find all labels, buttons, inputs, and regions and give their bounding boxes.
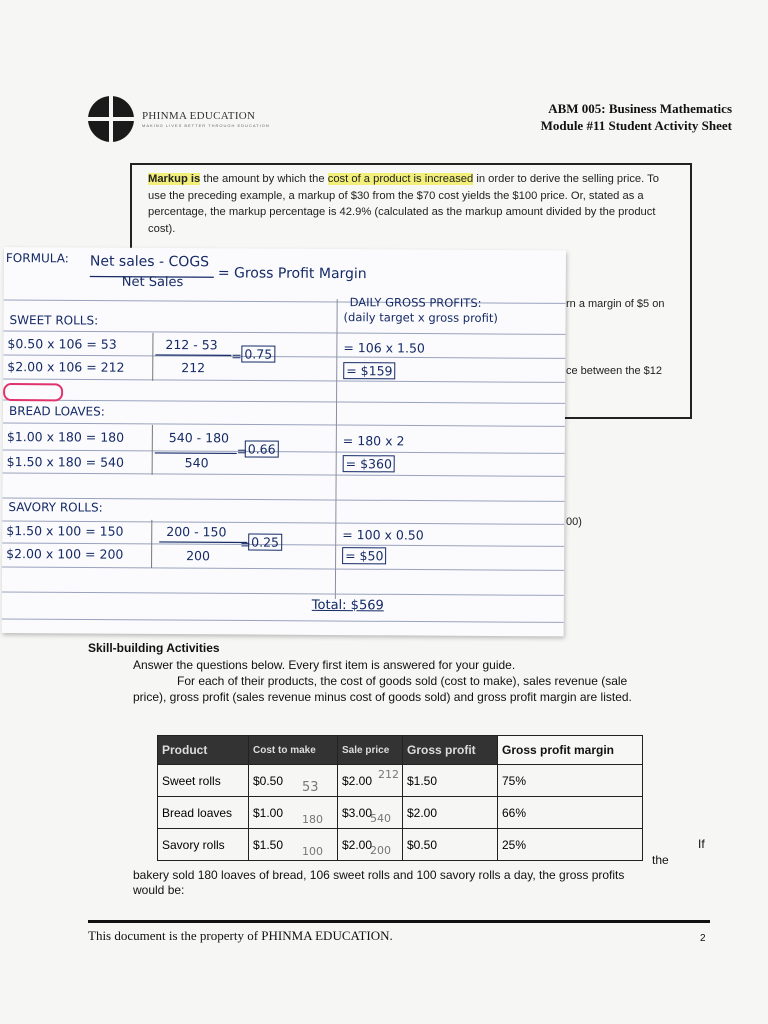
pencil-note: 200 — [370, 844, 391, 857]
formula-label: FORMULA: — [5, 251, 69, 266]
instructions-line-1: Answer the questions below. Every first item is answered for your guide. — [133, 658, 516, 672]
header-gross-profit: Gross profit — [403, 736, 498, 765]
bread-margin-num: 540 - 180 — [168, 430, 230, 446]
pencil-note: 540 — [370, 812, 391, 825]
total-profit: Total: $569 — [311, 597, 384, 614]
savory-profit-result: = $50 — [342, 547, 386, 564]
pencil-note: 180 — [302, 813, 323, 826]
savory-rolls-label: SAVORY ROLLS: — [8, 500, 103, 515]
header-product: Product — [158, 736, 249, 765]
bread-margin-result: 0.66 — [245, 440, 279, 457]
box-peek-text-2: ce between the $12 — [566, 365, 663, 377]
savory-sale-calc: $2.00 x 100 = 200 — [6, 546, 124, 562]
box-peek-text-3: 00) — [566, 516, 582, 528]
module-title: Module #11 Student Activity Sheet — [540, 118, 732, 133]
sweet-margin-den: 212 — [181, 360, 206, 376]
formula-result: = Gross Profit Margin — [217, 265, 367, 283]
savory-profit-calc: = 100 x 0.50 — [342, 527, 424, 543]
handwritten-notes-paper: FORMULA: Net sales - COGS Net Sales = Gross Profit Margin DAILY GROSS PROFITS: (daily target x gross profit) SWEET ROLLS: $0.50 x 106 = 53 $2.00 x 106 = 212 212 - 53 212 = 0.75 = 106 x 1.50 = $159 BREAD LOAVES: $1.00 x 180 = 180 $1.50 x 180 = 540 540 - 180 540 = 0.66 = 180 x 2 = $360 SAVORY ROLLS: $1.50 x 100 = 150 $2.00 x 100 = 200 200 - 150 200 = 0.25 = 100 x 0.50 = $50 Total: $569 — [2, 247, 566, 636]
table-row: Sweet rolls $0.50 $2.00 $1.50 75% — [158, 765, 643, 797]
question-line-1: bakery sold 180 loaves of bread, 106 sweet rolls and 100 savory rolls a day, the gross profits — [133, 868, 625, 882]
formula-denominator: Net Sales — [121, 274, 184, 291]
instructions-line-2: For each of their products, the cost of goods sold (cost to make), sales revenue (sale — [177, 674, 628, 688]
pencil-note: 53 — [302, 780, 319, 795]
daily-gross-formula: (daily target x gross profit) — [343, 310, 498, 326]
footer-rule — [88, 920, 710, 923]
formula-numerator: Net sales - COGS — [89, 253, 210, 271]
logo-text: PHINMA EDUCATION — [142, 110, 256, 122]
sweet-cost-calc: $0.50 x 106 = 53 — [7, 336, 117, 352]
savory-cost-calc: $1.50 x 100 = 150 — [6, 523, 124, 539]
sweet-profit-result: = $159 — [343, 362, 395, 379]
sweet-rolls-label: SWEET ROLLS: — [9, 313, 99, 328]
paper-clip-icon — [3, 383, 63, 401]
phinma-logo-icon — [88, 96, 134, 142]
gross-profit-table — [157, 735, 643, 861]
skill-building-title: Skill-building Activities — [88, 641, 220, 655]
sweet-profit-calc: = 106 x 1.50 — [343, 340, 425, 356]
footer-text: This document is the property of PHINMA EDUCATION. — [88, 928, 393, 943]
markup-highlight: cost of a product is increased — [327, 173, 474, 185]
table-row: Savory rolls $1.50 $2.00 $0.50 25% — [158, 829, 643, 861]
savory-margin-result: 0.25 — [248, 533, 282, 550]
header-sale: Sale price — [338, 736, 403, 765]
course-title: ABM 005: Business Mathematics — [548, 101, 732, 116]
sweet-margin-result: 0.75 — [241, 345, 275, 362]
instructions-line-3: price), gross profit (sales revenue minus cost of goods sold) and gross profit margin are listed. — [133, 690, 632, 704]
page-number: 2 — [700, 933, 706, 944]
question-text-the: the — [652, 853, 669, 867]
bread-margin-den: 540 — [184, 455, 209, 471]
savory-margin-num: 200 - 150 — [166, 523, 227, 540]
header-cost: Cost to make — [249, 736, 338, 765]
header-margin: Gross profit margin — [498, 736, 643, 765]
box-peek-text-1: rn a margin of $5 on — [566, 298, 665, 310]
logo-subtext: MAKING LIVES BETTER THROUGH EDUCATION — [142, 123, 270, 128]
table-row: Bread loaves $1.00 $3.00 $2.00 66% — [158, 797, 643, 829]
bread-profit-calc: = 180 x 2 — [342, 433, 405, 449]
question-text-if: If — [698, 837, 705, 851]
markup-term: Markup is — [148, 173, 201, 185]
bread-cost-calc: $1.00 x 180 = 180 — [6, 429, 125, 445]
sweet-margin-num: 212 - 53 — [165, 336, 218, 353]
course-header — [541, 100, 732, 134]
savory-margin-den: 200 — [186, 548, 211, 564]
pencil-note: 212 — [378, 768, 399, 781]
sweet-sale-calc: $2.00 x 106 = 212 — [7, 359, 125, 375]
bread-profit-result: = $360 — [343, 455, 395, 472]
table-header-row — [158, 736, 643, 765]
pencil-note: 100 — [302, 845, 323, 858]
markup-definition-text: Markup is the amount by which the cost of a product is increased in order to derive the selling price. To use the preceding example, a markup of $30 from the $70 cost yields the $100 price. Or, stated as a percentage, the markup percentage is 42.9% (calculated as the markup amount divided by the product cost). — [148, 173, 659, 235]
bread-loaves-label: BREAD LOAVES: — [8, 404, 105, 419]
daily-gross-title: DAILY GROSS PROFITS: — [349, 295, 482, 310]
bread-sale-calc: $1.50 x 180 = 540 — [6, 454, 125, 470]
question-line-2: would be: — [133, 883, 185, 897]
